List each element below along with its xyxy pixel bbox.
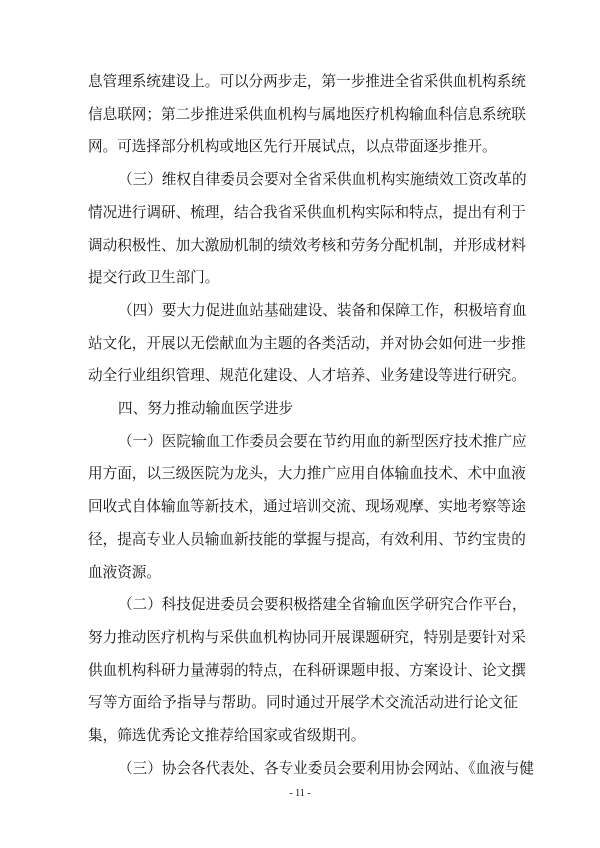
paragraph-line-15: 径，提高专业人员输血新技能的掌握与提高，有效利用、节约宝贵的 <box>88 530 526 548</box>
paragraph-line-12: （一）医院输血工作委员会要在节约用血的新型医疗技术推广应 <box>118 432 527 450</box>
paragraph-line-14: 回收式自体输血等新技术，通过培训交流、现场观摩、实地考察等途 <box>88 498 526 516</box>
paragraph-line-22: （三）协会各代表处、各专业委员会要利用协会网站、《血液与健 <box>118 759 534 777</box>
paragraph-line-17: （二）科技促进委员会要积极搭建全省输血医学研究合作平台， <box>118 596 527 614</box>
section-heading: 四、努力推动输血医学进步 <box>118 400 294 417</box>
paragraph-line-20: 写等方面给予指导与帮助。同时通过开展学术交流活动进行论文征 <box>88 694 518 712</box>
paragraph-line-16: 血液资源。 <box>88 563 161 581</box>
page-number: - 11 - <box>289 788 311 799</box>
paragraph-line-7: 提交行政卫生部门。 <box>88 269 220 287</box>
paragraph-line-3: 网。可选择部分机构或地区先行开展试点，以点带面逐步推开。 <box>88 138 497 156</box>
paragraph-line-5: 情况进行调研、梳理，结合我省采供血机构实际和特点，提出有利于 <box>88 203 526 221</box>
paragraph-line-4: （三）维权自律委员会要对全省采供血机构实施绩效工资改革的 <box>118 171 527 189</box>
paragraph-line-13: 用方面，以三级医院为龙头，大力推广应用自体输血技术、术中血液 <box>88 465 526 483</box>
paragraph-line-9: 站文化，开展以无偿献血为主题的各类活动，并对协会如何进一步推 <box>88 334 526 352</box>
paragraph-line-21: 集，筛选优秀论文推荐给国家或省级期刊。 <box>88 727 366 744</box>
paragraph-line-6: 调动积极性、加大激励机制的绩效考核和劳务分配机制，并形成材料 <box>88 236 526 254</box>
paragraph-line-2: 信息联网；第二步推进采供血机构与属地医疗机构输血科信息系统联 <box>88 105 526 123</box>
paragraph-line-1: 息管理系统建设上。可以分两步走，第一步推进全省采供血机构系统 <box>88 73 526 90</box>
paragraph-line-10: 动全行业组织管理、规范化建设、人才培养、业务建设等进行研究。 <box>88 367 526 385</box>
paragraph-line-8: （四）要大力促进血站基础建设、装备和保障工作，积极培育血 <box>118 301 527 319</box>
paragraph-line-18: 努力推动医疗机构与采供血机构协同开展课题研究，特别是要针对采 <box>88 628 526 646</box>
paragraph-line-19: 供血机构科研力量薄弱的特点，在科研课题申报、方案设计、论文撰 <box>88 661 526 679</box>
